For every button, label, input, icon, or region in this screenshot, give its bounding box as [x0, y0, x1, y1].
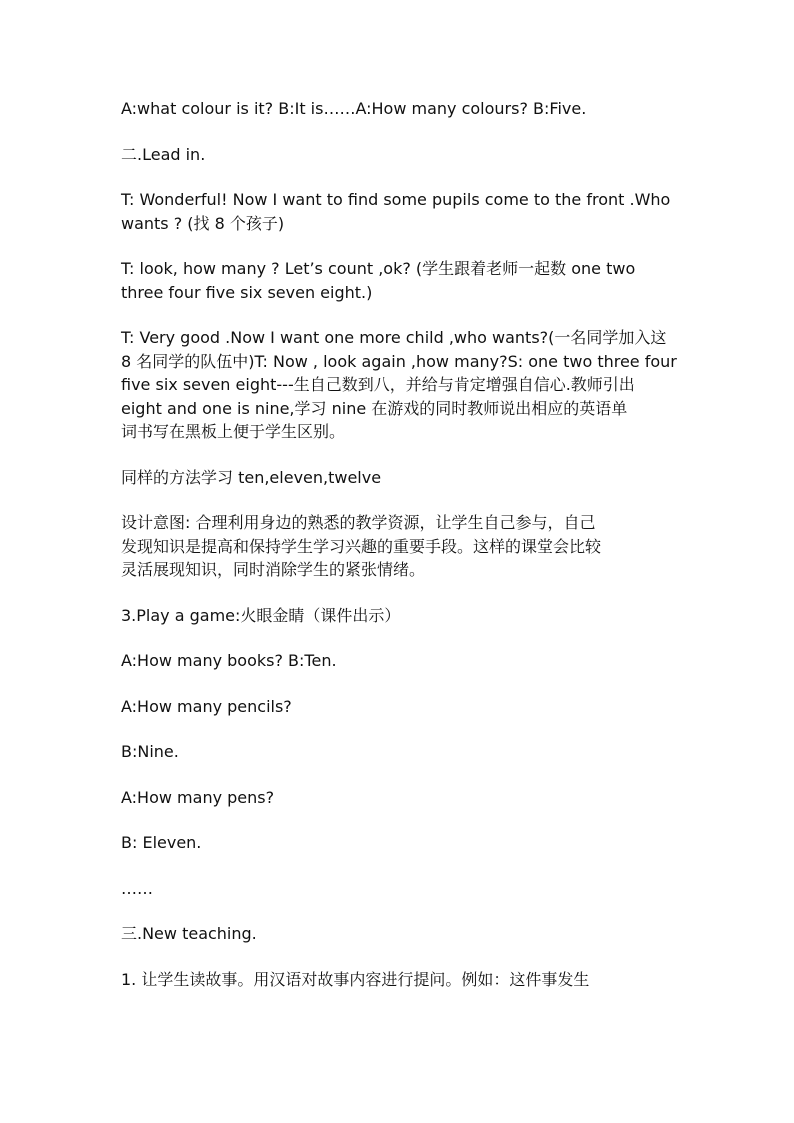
text-line: three four five six seven eight.) — [121, 282, 373, 302]
text-line: wants ? (找 8 个孩子) — [121, 213, 285, 233]
paragraph-design-intent — [121, 511, 679, 582]
text-line: 1. 让学生读故事。用汉语对故事内容进行提问。例如：这件事发生 — [121, 969, 590, 989]
text-line: B: Eleven. — [121, 833, 202, 852]
text-line: five six seven eight---生自己数到八，并给与肯定增强自信心.教师引出 — [121, 375, 635, 394]
text-line: A:How many pens? — [121, 787, 275, 807]
text-line: eight and one is nine,学习 nine 在游戏的同时教师说出相应的英语单 — [121, 398, 628, 418]
section-heading-play-game — [121, 604, 679, 628]
list-item-read-story — [121, 968, 679, 992]
text-line: A:what colour is it? B:It is……A:How many colours? B:Five. — [121, 99, 587, 118]
paragraph-same-method — [121, 466, 679, 490]
text-line: T: Very good .Now I want one more child ,who wants?(一名同学加入这 — [121, 328, 667, 347]
document-body — [121, 97, 679, 1013]
section-heading-new-teaching — [121, 922, 679, 946]
text-line: 3.Play a game:火眼金睛（课件出示） — [121, 605, 401, 625]
text-line: T: Wonderful! Now I want to find some pupils come to the front .Who — [121, 190, 671, 209]
dialogue-pencils-answer — [121, 740, 679, 764]
text-line: T: look, how many ? Let’s count ,ok? (学生跟着老师一起数 one two — [121, 259, 636, 278]
dialogue-books — [121, 649, 679, 673]
text-line: 二.Lead in. — [121, 144, 206, 164]
paragraph-teacher-count — [121, 257, 679, 304]
paragraph-teacher-wonderful — [121, 188, 679, 235]
text-line: 灵活展现知识，同时消除学生的紧张情绪。 — [121, 560, 426, 579]
text-line: 8 名同学的队伍中)T: Now , look again ,how many?S: one two three four — [121, 351, 677, 371]
text-line: 三.New teaching. — [121, 924, 257, 943]
text-line: …… — [121, 878, 153, 898]
paragraph-dialogue-colours — [121, 97, 679, 121]
dialogue-pens-question — [121, 786, 679, 810]
text-line: 设计意图: 合理利用身边的熟悉的教学资源，让学生自己参与，自己 — [121, 513, 596, 532]
dialogue-pens-answer — [121, 831, 679, 855]
text-line: B:Nine. — [121, 742, 179, 761]
text-line: 发现知识是提高和保持学生学习兴趣的重要手段。这样的课堂会比较 — [121, 536, 602, 556]
dialogue-pencils-question — [121, 695, 679, 719]
paragraph-teacher-one-more — [121, 326, 679, 444]
section-heading-lead-in — [121, 143, 679, 167]
text-line: 同样的方法学习 ten,eleven,twelve — [121, 467, 382, 487]
text-line: A:How many pencils? — [121, 696, 292, 716]
text-line: 词书写在黑板上便于学生区别。 — [121, 422, 346, 441]
ellipsis — [121, 877, 679, 901]
text-line: A:How many books? B:Ten. — [121, 651, 337, 670]
